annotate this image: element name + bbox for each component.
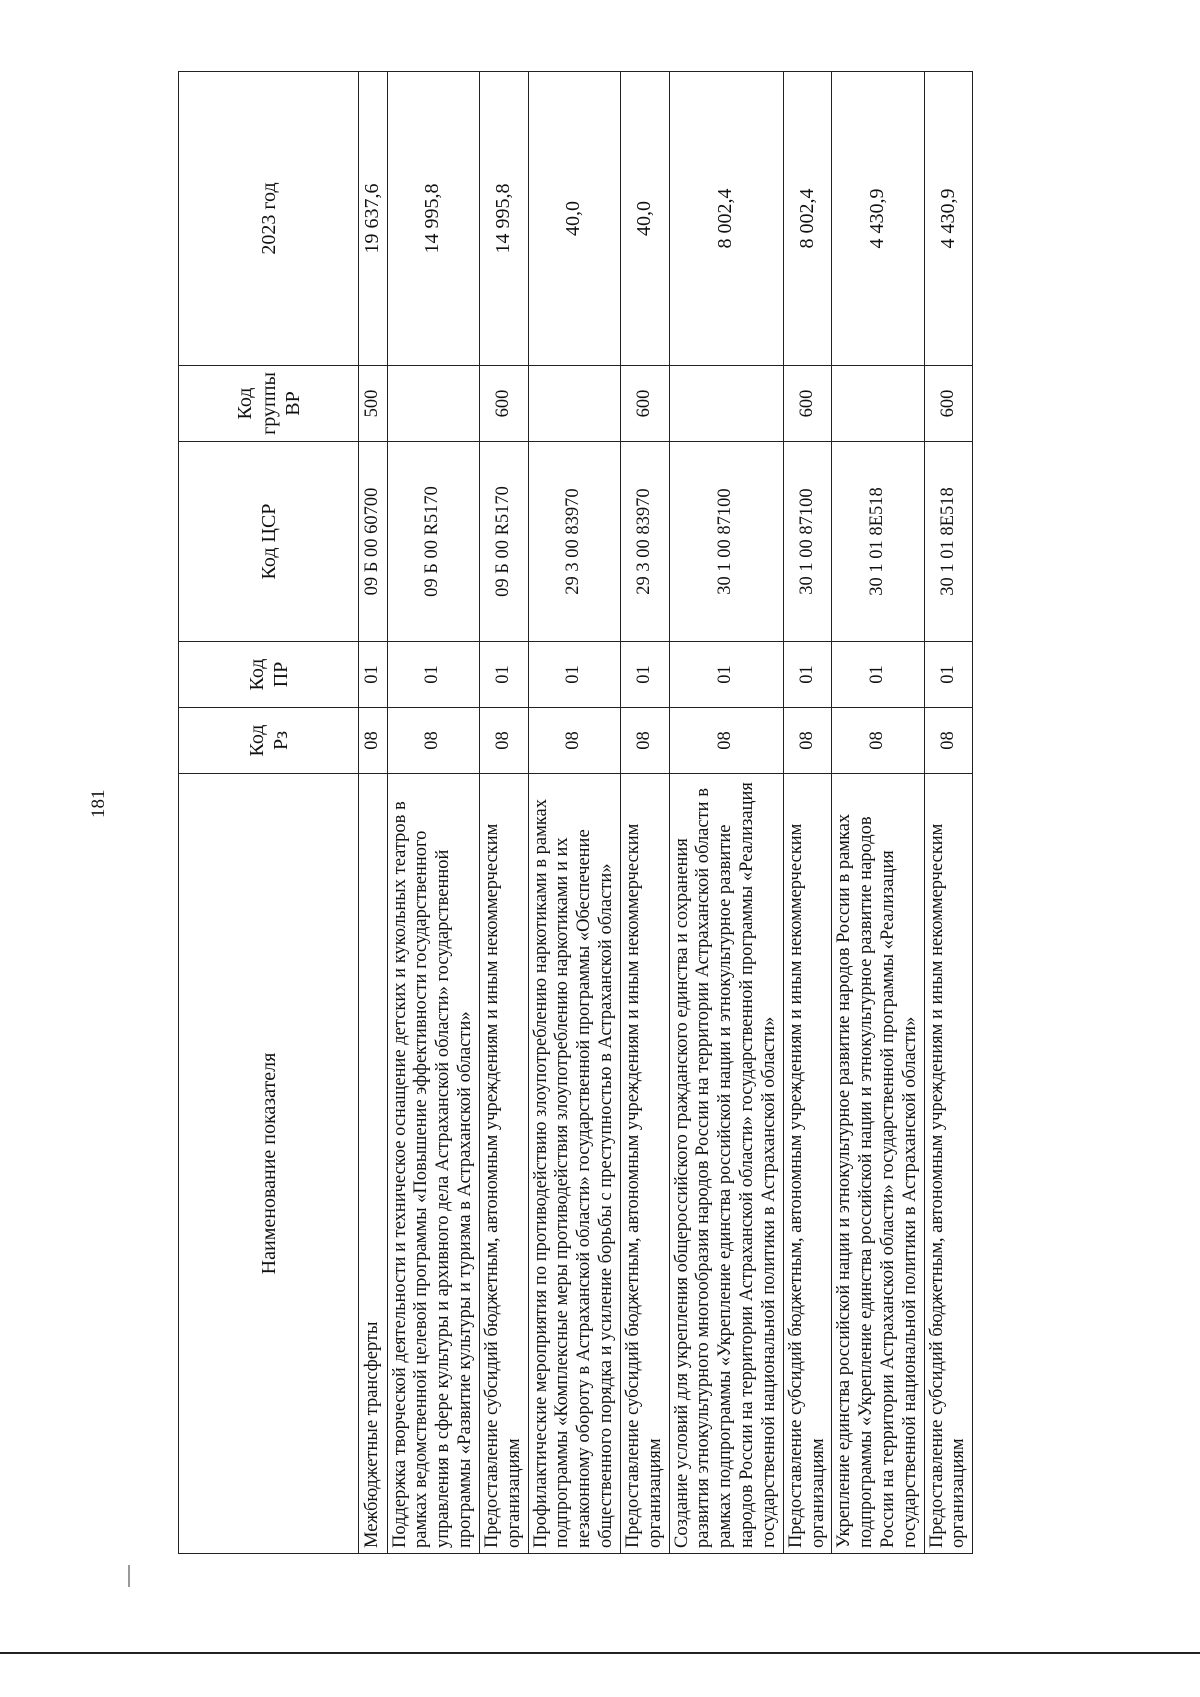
row-rz: 08 [924, 708, 973, 774]
table-row [620, 72, 669, 1554]
row-vr: 600 [924, 366, 973, 442]
row-pr: 01 [783, 642, 832, 708]
row-year: 8 002,4 [669, 72, 783, 366]
row-rz: 08 [832, 708, 924, 774]
bottom-rule [0, 1652, 1200, 1654]
header-vr: Код группы ВР [179, 366, 359, 442]
row-vr: 500 [359, 366, 388, 442]
header-pr: Код ПР [179, 642, 359, 708]
row-year: 40,0 [528, 72, 620, 366]
row-csr: 29 3 00 83970 [620, 442, 669, 642]
row-vr [528, 366, 620, 442]
table-row [832, 72, 924, 1554]
row-pr: 01 [359, 642, 388, 708]
row-year: 8 002,4 [783, 72, 832, 366]
row-name: Профилактические мероприятия по противодействию злоупотреблению наркотиками в рамках подпрограммы «Комплексные меры противодействия злоупотреблению наркотиками и их незаконному обороту в Астраханской области» государственной программы «Обеспечение общественного порядка и усиление борьбы с преступностью в Астраханской области» [528, 774, 620, 1554]
row-rz: 08 [783, 708, 832, 774]
row-year: 14 995,8 [479, 72, 528, 366]
row-name: Укрепление единства российской нации и этнокультурное развитие народов России в рамках подпрограммы «Укрепление единства российской нации и этнокультурное развитие народов России на территории Астраханской области» государственной программы «Реализация государственной национальной политики в Астраханской области» [832, 774, 924, 1554]
table-row [924, 72, 973, 1554]
row-csr: 29 3 00 83970 [528, 442, 620, 642]
row-csr: 09 Б 00 60700 [359, 442, 388, 642]
row-csr: 30 1 00 87100 [783, 442, 832, 642]
header-rz: Код Рз [179, 708, 359, 774]
row-vr: 600 [479, 366, 528, 442]
row-csr: 09 Б 00 R5170 [387, 442, 479, 642]
table-row [669, 72, 783, 1554]
row-vr: 600 [783, 366, 832, 442]
margin-mark [128, 1565, 130, 1587]
table-row [359, 72, 388, 1554]
budget-table-frame [178, 72, 1090, 1554]
row-rz: 08 [359, 708, 388, 774]
row-pr: 01 [924, 642, 973, 708]
row-vr [832, 366, 924, 442]
row-csr: 30 1 01 8Е518 [832, 442, 924, 642]
row-rz: 08 [479, 708, 528, 774]
table-header-row [179, 72, 359, 1554]
row-vr: 600 [620, 366, 669, 442]
row-csr: 09 Б 00 R5170 [479, 442, 528, 642]
row-pr: 01 [387, 642, 479, 708]
budget-table [178, 71, 973, 1554]
row-pr: 01 [479, 642, 528, 708]
table-row [528, 72, 620, 1554]
header-csr: Код ЦСР [179, 442, 359, 642]
page-number: 181 [88, 789, 109, 818]
row-name: Предоставление субсидий бюджетным, автономным учреждениям и иным некоммерческим организациям [783, 774, 832, 1554]
row-rz: 08 [669, 708, 783, 774]
row-year: 4 430,9 [832, 72, 924, 366]
row-year: 19 637,6 [359, 72, 388, 366]
row-pr: 01 [669, 642, 783, 708]
row-pr: 01 [832, 642, 924, 708]
row-year: 40,0 [620, 72, 669, 366]
row-vr [387, 366, 479, 442]
table-row [479, 72, 528, 1554]
row-name: Предоставление субсидий бюджетным, автономным учреждениям и иным некоммерческим организациям [924, 774, 973, 1554]
row-name: Предоставление субсидий бюджетным, автономным учреждениям и иным некоммерческим организациям [620, 774, 669, 1554]
row-name: Создание условий для укрепления общероссийского гражданского единства и сохранения развития этнокультурного многообразия народов России на территории Астраханской области в рамках подпрограммы «Укрепление единства российской нации и этнокультурное развитие народов России на территории Астраханской области» государственной программы «Реализация государственной национальной политики в Астраханской области» [669, 774, 783, 1554]
row-pr: 01 [528, 642, 620, 708]
row-name: Предоставление субсидий бюджетным, автономным учреждениям и иным некоммерческим организациям [479, 774, 528, 1554]
row-rz: 08 [387, 708, 479, 774]
row-name: Поддержка творческой деятельности и техническое оснащение детских и кукольных театров в рамках ведомственной целевой программы «Повышение эффективности государственного управления в сфере культуры и архивного дела Астраханской области» государственной программы «Развитие культуры и туризма в Астраханской области» [387, 774, 479, 1554]
table-row [387, 72, 479, 1554]
row-csr: 30 1 01 8Е518 [924, 442, 973, 642]
row-vr [669, 366, 783, 442]
row-rz: 08 [620, 708, 669, 774]
row-rz: 08 [528, 708, 620, 774]
row-name: Межбюджетные трансферты [359, 774, 388, 1554]
header-year: 2023 год [179, 72, 359, 366]
table-row [783, 72, 832, 1554]
row-csr: 30 1 00 87100 [669, 442, 783, 642]
row-year: 4 430,9 [924, 72, 973, 366]
row-pr: 01 [620, 642, 669, 708]
header-name: Наименование показателя [179, 774, 359, 1554]
row-year: 14 995,8 [387, 72, 479, 366]
